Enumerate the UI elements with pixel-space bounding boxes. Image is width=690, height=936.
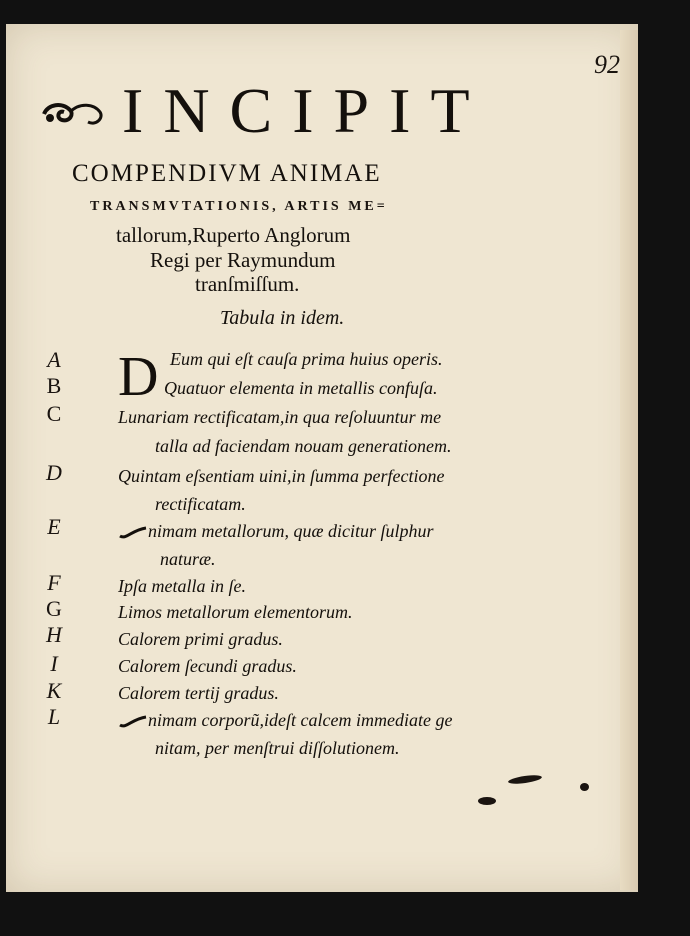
margin-letter: L	[47, 704, 61, 729]
book-page	[6, 24, 638, 892]
entry-line	[118, 710, 452, 731]
margin-letter: A	[47, 347, 61, 372]
entry-line: Lunariam rectificatam,in qua reſoluuntur me	[118, 407, 442, 427]
entry-line: Quatuor elementa in metallis confuſa.	[164, 378, 438, 398]
entry-line: Ipſa metalla in ſe.	[118, 576, 246, 596]
entry-line: Quintam eſsentiam uini,in ſumma perfectione	[118, 466, 445, 486]
folio-number: 92	[594, 50, 620, 79]
flourish-icon	[118, 526, 148, 540]
margin-letter: H	[46, 622, 62, 647]
entry-line	[118, 521, 434, 542]
entry-line: naturæ.	[160, 549, 216, 569]
entry-line: Eum qui eſt cauſa prima huius operis.	[170, 349, 443, 369]
entry-text: nimam metallorum, quæ dicitur ſulphur	[148, 521, 434, 541]
incipit-heading: INCIPIT	[122, 75, 490, 146]
entry-line: nitam, per menſtrui diſſolutionem.	[155, 738, 400, 758]
title-line-5: tranſmiſſum.	[195, 272, 300, 296]
entry-line: talla ad faciendam nouam generationem.	[155, 436, 452, 456]
margin-letter: K	[46, 678, 62, 703]
ink-blot	[478, 797, 496, 805]
entry-line: Calorem primi gradus.	[118, 629, 283, 649]
ink-blot	[580, 783, 589, 791]
entry-line: Limos metallorum elementorum.	[118, 602, 353, 622]
margin-letter: B	[46, 373, 62, 398]
title-line-1: COMPENDIVM ANIMAE	[72, 160, 382, 187]
page-edge	[620, 30, 638, 890]
fleuron-ornament	[40, 98, 106, 130]
margin-letter: G	[46, 596, 62, 621]
margin-letter: F	[47, 570, 61, 595]
entry-line: Calorem tertij gradus.	[118, 683, 279, 703]
tabula-heading: Tabula in idem.	[220, 307, 345, 329]
margin-letter: C	[46, 401, 62, 426]
entry-text: nimam corporũ,ideſt calcem immediate ge	[148, 710, 453, 730]
margin-letter: I	[50, 651, 58, 676]
drop-cap: D	[118, 346, 159, 408]
title-line-2: TRANSMVTATIONIS, ARTIS ME=	[90, 199, 388, 214]
title-line-3: tallorum,Ruperto Anglorum	[116, 223, 351, 247]
title-line-4: Regi per Raymundum	[150, 248, 336, 272]
margin-letter: D	[46, 460, 62, 485]
entry-line: rectificatam.	[155, 494, 246, 514]
entry-line: Calorem ſecundi gradus.	[118, 656, 297, 676]
flourish-icon	[118, 715, 148, 729]
margin-letter: E	[47, 514, 61, 539]
